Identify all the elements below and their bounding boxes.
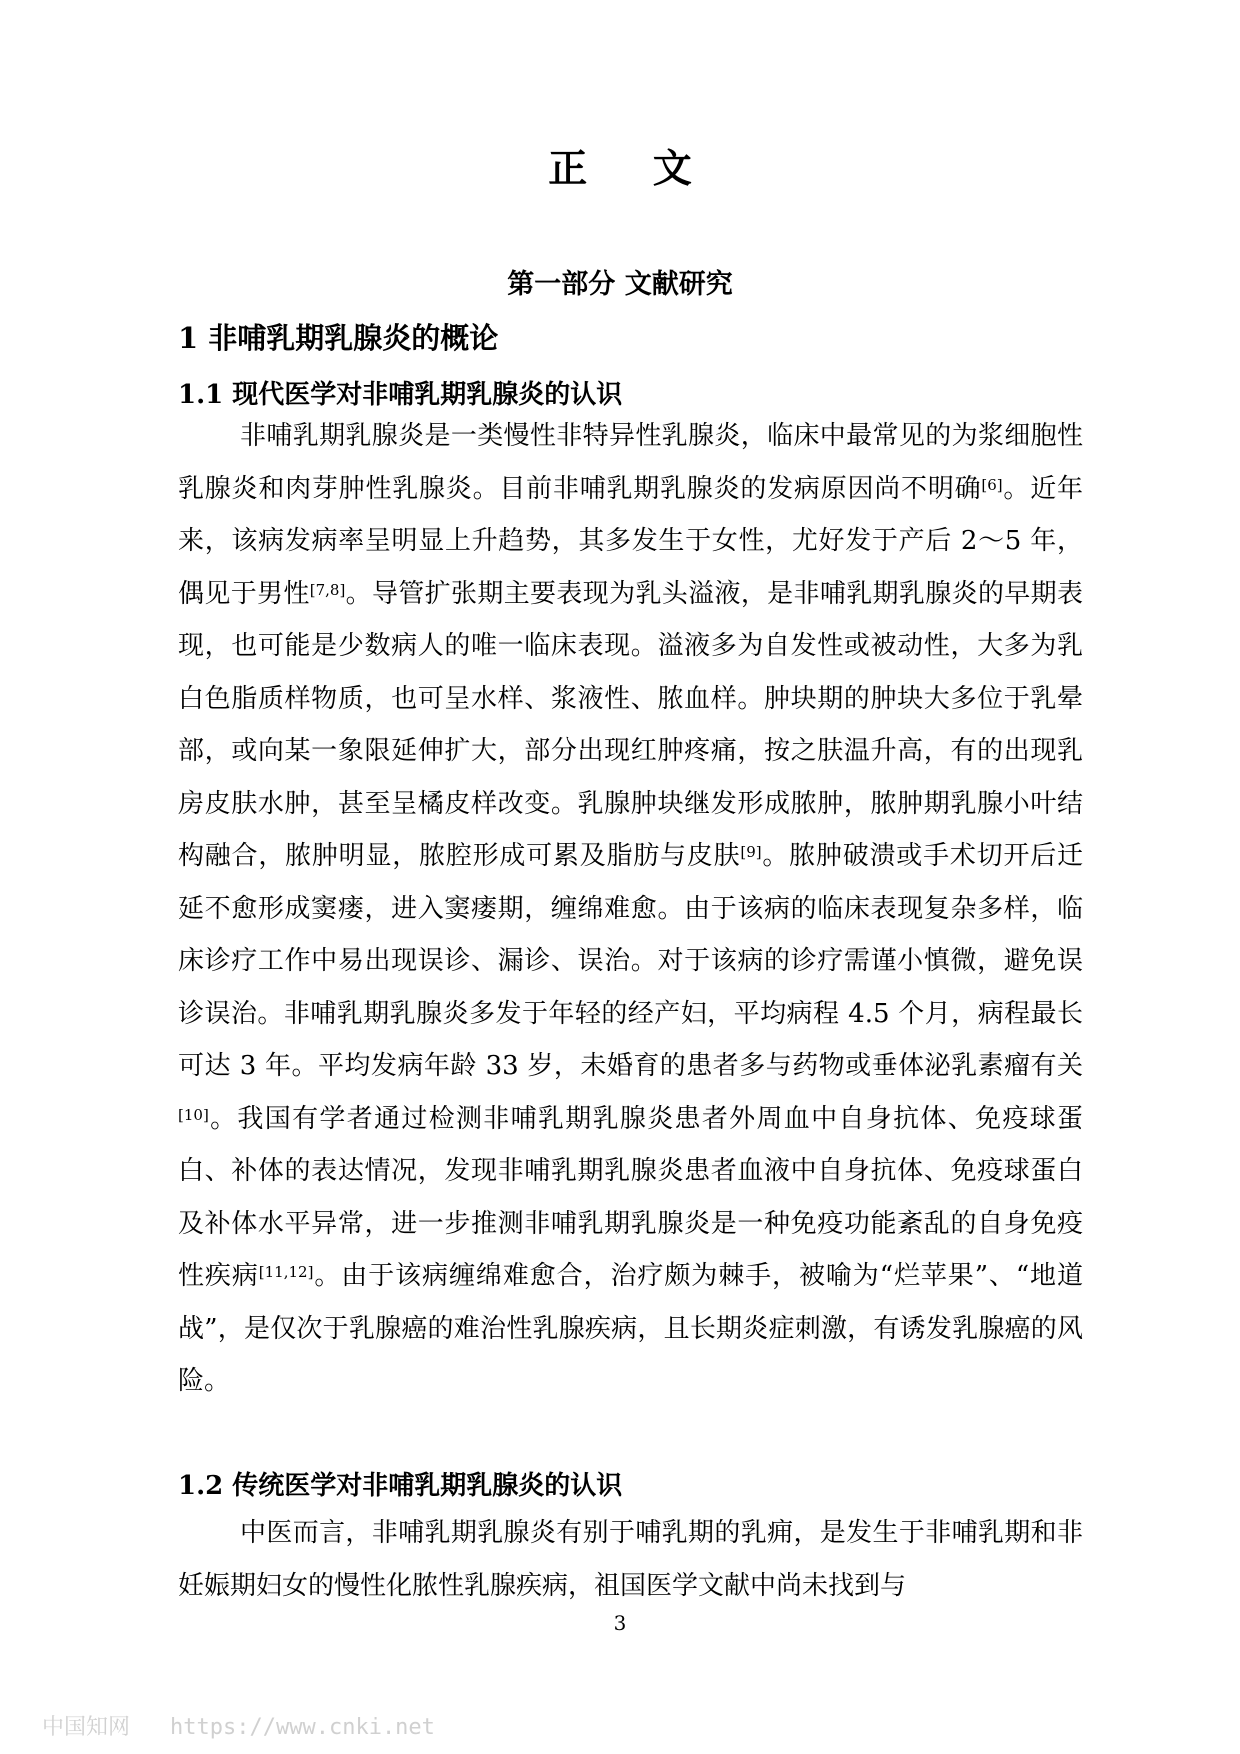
page-title: 正 文 [548,146,718,192]
citation: [11,12] [258,1263,314,1281]
body-paragraph-2: 中医而言，非哺乳期乳腺炎有别于哺乳期的乳痈，是发生于非哺乳期和非妊娠期妇女的慢性化脓性乳腺疾病，祖国医学文献中尚未找到与 [178,1518,1083,1601]
cnki-watermark [42,1710,475,1741]
citation: [7,8] [309,580,346,599]
paragraph-text: 。导管扩张期主要表现为乳头溢液，是非哺乳期乳腺炎的早期表现，也可能是少数病人的唯一临床表现。溢液多为自发性或被动性，大多为乳白色脂质样物质，也可呈水样、浆液性、脓血样。肿块期的肿块大多位于乳晕部，或向某一象限延伸扩大，部分出现红肿疼痛，按之肤温升高，有的出现乳房皮肤水肿，甚至呈橘皮样改变。乳腺肿块继发形成脓肿，脓肿期乳腺小叶结构融合，脓肿明显，脓腔形成可累及脂肪与皮肤 [178,578,1083,871]
section-heading-1-2: 1.2 传统医学对非哺乳期乳腺炎的认识 [178,1471,623,1501]
page-number: 3 [613,1611,627,1635]
citation: [10] [178,1105,209,1124]
part-title: 第一部分 文献研究 [507,269,733,300]
body-paragraph-1 [178,410,1083,1408]
section-heading-1: 1 非哺乳期乳腺炎的概论 [178,321,499,355]
paragraph-text: 。由于该病缠绵难愈合，治疗颇为棘手，被喻为“烂苹果”、“地道战”，是仅次于乳腺癌的难治性乳腺疾病，且长期炎症刺激，有诱发乳腺癌的风险。 [178,1261,1083,1396]
paragraph-text: 。近年来，该病发病率呈明显上升趋势，其多发生于女性，尤好发于产后 2～5 年，偶见于男性 [178,473,1083,609]
paragraph-text: 。我国有学者通过检测非哺乳期乳腺炎患者外周血中自身抗体、免疫球蛋白、补体的表达情况，发现非哺乳期乳腺炎患者血液中自身抗体、免疫球蛋白及补体水平异常，进一步推测非哺乳期乳腺炎是一种免疫功能紊乱的自身免疫性疾病 [178,1103,1083,1291]
section-heading-1-1: 1.1 现代医学对非哺乳期乳腺炎的认识 [178,380,623,410]
watermark-url: https://www.cnki.net [170,1715,435,1740]
citation: [9] [740,843,762,861]
paragraph-text: 。脓肿破溃或手术切开后迁延不愈形成窦瘘，进入窦瘘期，缠绵难愈。由于该病的临床表现复杂多样，临床诊疗工作中易出现误诊、漏诊、误治。对于该病的诊疗需谨小慎微，避免误诊误治。非哺乳期乳腺炎多发于年轻的经产妇，平均病程 4.5 个月，病程最长可达 3 年。平均发病年龄 33 岁，未婚育的患者多与药物或垂体泌乳素瘤有关 [178,841,1083,1081]
paragraph-text: 非哺乳期乳腺炎是一类慢性非特异性乳腺炎，临床中最常见的为浆细胞性乳腺炎和肉芽肿性乳腺炎。目前非哺乳期乳腺炎的发病原因尚不明确 [178,421,1083,504]
citation: [6] [981,475,1003,494]
watermark-site: 中国知网 [42,1715,131,1740]
